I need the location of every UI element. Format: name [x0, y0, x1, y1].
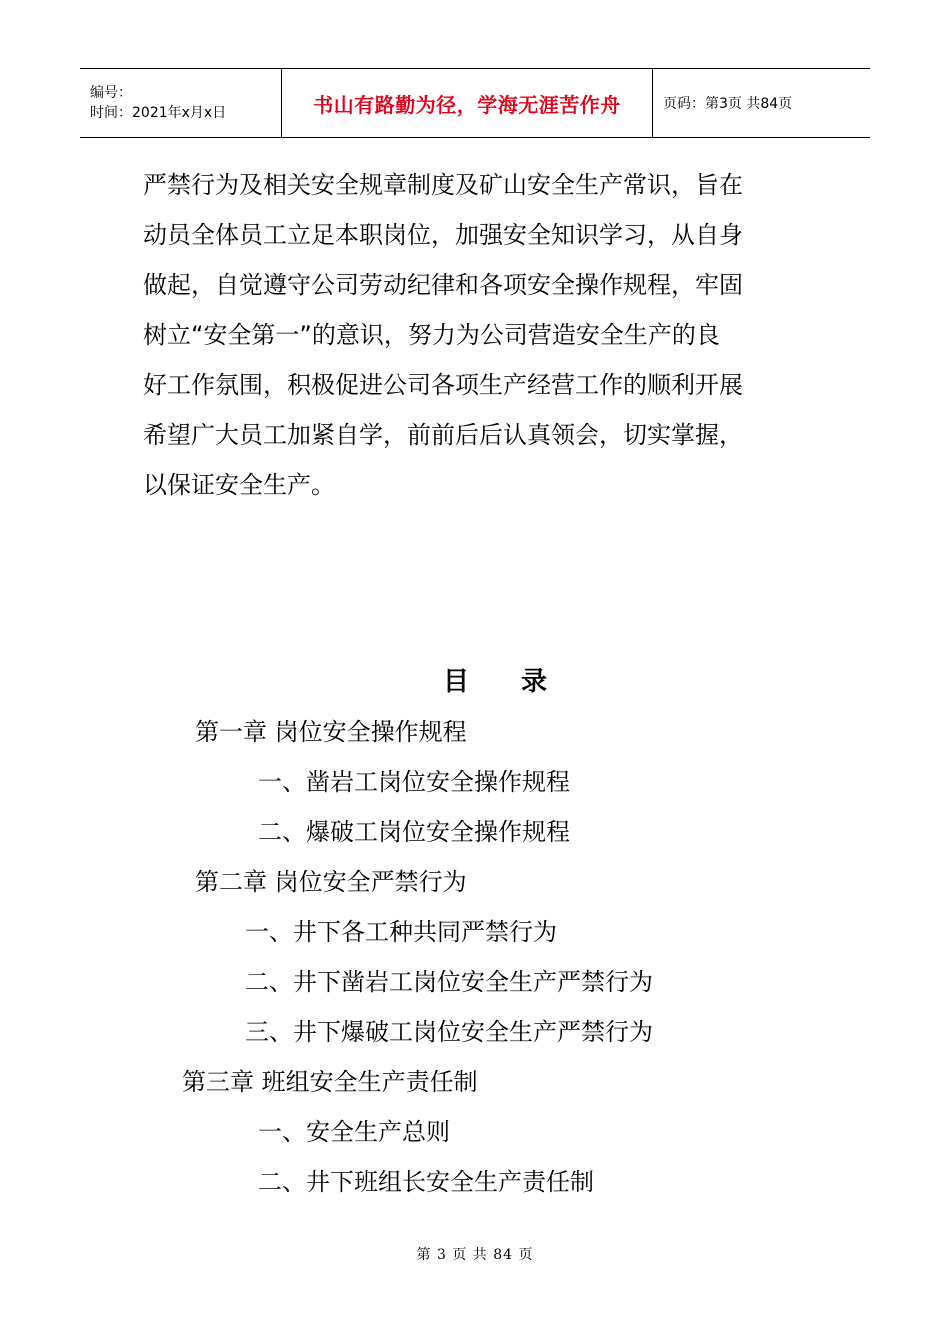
- header-meta: [80, 69, 282, 137]
- toc-section[interactable]: 二、爆破工岗位安全操作规程: [258, 818, 570, 846]
- toc-title: [443, 662, 547, 702]
- page-footer: 第 3 页 共 84 页: [416, 1247, 534, 1263]
- toc-section[interactable]: 二、井下凿岩工岗位安全生产严禁行为: [245, 968, 653, 996]
- toc-title-char: 录: [521, 667, 548, 697]
- body-line: 以保证安全生产。: [143, 471, 335, 499]
- body-paragraph: [143, 160, 823, 510]
- toc-chapter-3[interactable]: 第三章 班组安全生产责任制: [182, 1068, 478, 1096]
- toc-title-char: 目: [443, 667, 470, 697]
- body-line: 希望广大员工加紧自学，前前后后认真领会，切实掌握，: [143, 421, 743, 449]
- document-date: 时间：2021年x月x日: [90, 105, 227, 121]
- toc-section[interactable]: 一、井下各工种共同严禁行为: [245, 918, 557, 946]
- toc-section[interactable]: 一、安全生产总则: [258, 1118, 450, 1146]
- body-line: 好工作氛围，积极促进公司各项生产经营工作的顺利开展: [143, 371, 743, 399]
- toc-section[interactable]: 一、凿岩工岗位安全操作规程: [258, 768, 570, 796]
- page-header: [80, 68, 870, 138]
- body-line: 做起，自觉遵守公司劳动纪律和各项安全操作规程，牢固: [143, 271, 743, 299]
- document-number-label: 编号：: [90, 85, 132, 101]
- toc-section[interactable]: 二、井下班组长安全生产责任制: [258, 1168, 594, 1196]
- toc-section[interactable]: 三、井下爆破工岗位安全生产严禁行为: [245, 1018, 653, 1046]
- toc-chapter-1[interactable]: 第一章 岗位安全操作规程: [195, 718, 467, 746]
- body-line: 树立“安全第一”的意识，努力为公司营造安全生产的良: [143, 321, 720, 349]
- toc-chapter-2[interactable]: 第二章 岗位安全严禁行为: [195, 868, 467, 896]
- body-line: 动员全体员工立足本职岗位，加强安全知识学习，从自身: [143, 221, 743, 249]
- header-motto: 书山有路勤为径，学海无涯苦作舟: [282, 69, 653, 137]
- header-page-info: 页码：第3页 共84页: [663, 96, 793, 112]
- body-line: 严禁行为及相关安全规章制度及矿山安全生产常识，旨在: [143, 171, 743, 199]
